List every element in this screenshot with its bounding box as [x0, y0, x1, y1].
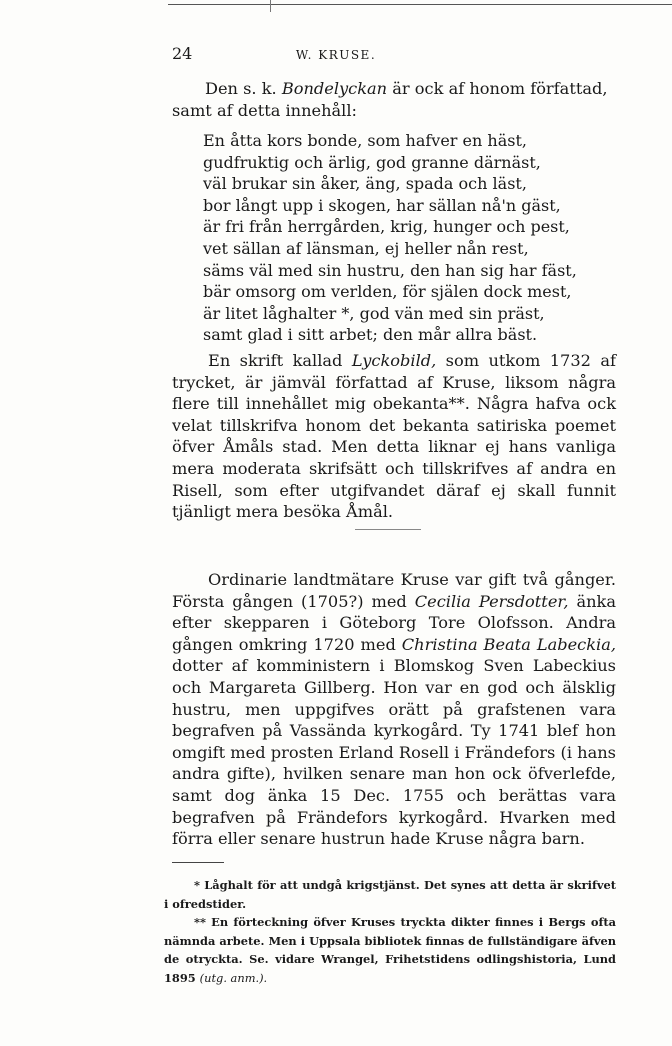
poem-line: är litet låghalter *, god vän med sin präst,	[203, 303, 545, 323]
poem	[203, 130, 623, 346]
paragraph-lyckobild	[172, 350, 616, 523]
intro-line-1	[172, 78, 616, 100]
footnote-2-editor-note: (utg. anm.).	[199, 970, 268, 985]
footnote-2	[164, 913, 616, 987]
para2-part2: änka efter skepparen i Göteborg Tore Olofsson. Andra gången omkring 1720 med	[172, 591, 616, 654]
poem-line: bär omsorg om verlden, för själen dock mest,	[203, 282, 572, 302]
para1-start: En skrift kallad	[208, 351, 352, 370]
book-title-bondelyckan: Bondelyckan	[281, 79, 388, 98]
poem-line: är fri från herrgården, krig, hunger och pest,	[203, 217, 570, 237]
book-title-lyckobild: Lyckobild,	[351, 351, 437, 370]
poem-line: väl brukar sin åker, äng, spada och läst,	[203, 174, 527, 194]
top-rule	[168, 4, 672, 5]
para2-part1: Ordinarie landtmätare Kruse var gift två gånger. Första gången (1705?) med	[172, 570, 616, 611]
intro-text-end: är ock af honom författad,	[387, 79, 608, 98]
footnote-1: * Låghalt för att undgå krigstjänst. Det synes att detta är skrifvet i ofredstider.	[164, 878, 616, 911]
poem-line: säms väl med sin hustru, den han sig har fäst,	[203, 260, 577, 280]
footnote-rule	[172, 862, 224, 863]
footnotes	[164, 876, 616, 987]
poem-line: gudfruktig och ärlig, god granne därnäst,	[203, 152, 541, 172]
para1-rest: som utkom 1732 af trycket, är jämväl författad af Kruse, liksom några flere till innehållet mig obekanta**. Några hafva ock velat tillskrifva honom det bekanta satiriska poemet öfver Åmåls stad. Men detta liknar ej hans vanliga mera moderata skrifsätt och tillskrifves af andra en Risell, som efter utgifvandet däraf ej skall funnit tjänligt mera besöka Åmål.	[172, 351, 616, 522]
name-cecilia-persdotter: Cecilia Persdotter,	[414, 591, 569, 611]
intro-text: Den s. k.	[205, 79, 282, 98]
poem-line: vet sällan af länsman, ej heller nån rest,	[203, 238, 529, 258]
para2-part3: dotter af komministern i Blomskog Sven Labeckius och Margareta Gillberg. Hon var en god och älsklig hustru, men uppgifves orätt på grafstenen vara begrafven på Vassända kyrkogård. Ty 1741 blef hon omgift med prosten Erland Rosell i Frändefors (i hans andra gifte), hvilken senare man hon ock öfverlefde, samt dog änka 15 Dec. 1755 och berättas vara begrafven på Frändefors kyrkogård. Hvarken med förra eller senare hustrun hade Kruse några barn.	[172, 656, 616, 849]
page-number: 24	[172, 44, 193, 63]
paragraph-marriages	[172, 569, 616, 850]
section-divider	[355, 529, 421, 530]
poem-line: samt glad i sitt arbet; den mår allra bäst.	[203, 325, 538, 345]
poem-line: En åtta kors bonde, som hafver en häst,	[203, 131, 527, 150]
top-tick	[270, 0, 271, 12]
name-christina-beata-labeckia: Christina Beata Labeckia,	[401, 634, 617, 654]
intro-paragraph	[172, 78, 616, 121]
intro-line-2: samt af detta innehåll:	[172, 100, 357, 120]
footnote-2-text: ** En förteckning öfver Kruses tryckta dikter finnes i Bergs ofta nämnda arbete. Men i Uppsala bibliotek finnas de fullständigare äfven de otryckta. Se. vidare Wrangel, Frihetstidens odlingshistoria, Lund 1895	[164, 915, 616, 985]
running-head: W. KRUSE.	[295, 48, 377, 62]
poem-line: bor långt upp i skogen, har sällan nå'n gäst,	[203, 195, 561, 215]
